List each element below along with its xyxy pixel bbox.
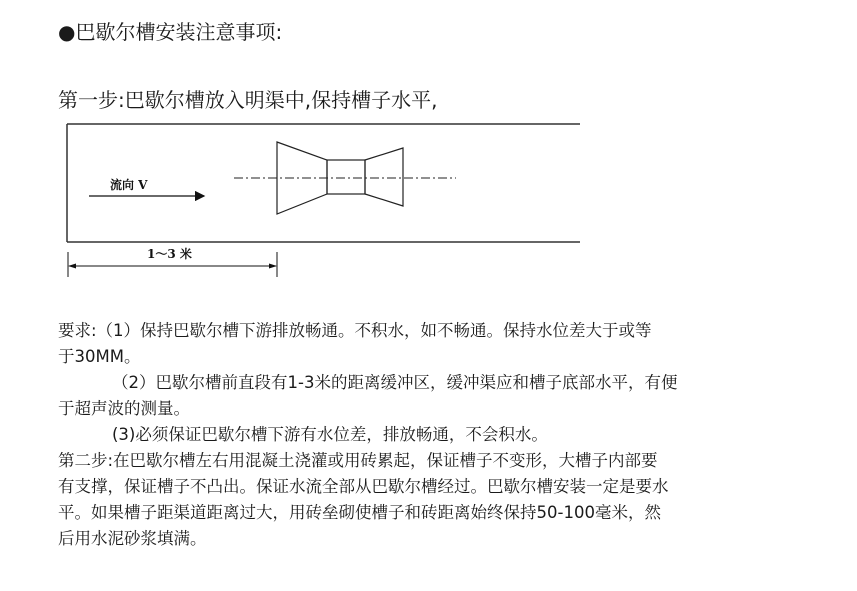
requirement-line: 于超声波的测量。 xyxy=(58,399,190,418)
step-two-line: 后用水泥砂浆填满。 xyxy=(58,529,207,548)
requirement-line: 要求:（1）保持巴歇尔槽下游排放畅通。不积水，如不畅通。保持水位差大于或等 xyxy=(58,321,652,340)
step-two-line: 有支撑，保证槽子不凸出。保证水流全部从巴歇尔槽经过。巴歇尔槽安装一定是要水 xyxy=(58,477,669,496)
distance-label: 1～3 米 xyxy=(147,247,192,261)
flow-direction-label: 流向 V xyxy=(110,178,148,192)
instructions-body xyxy=(58,318,818,552)
requirement-line: (3)必须保证巴歇尔槽下游有水位差，排放畅通，不会积水。 xyxy=(112,425,548,444)
requirement-line: 于30MM。 xyxy=(58,347,141,366)
step-two-line: 第二步:在巴歇尔槽左右用混凝土浇灌或用砖累起，保证槽子不变形，大槽子内部要 xyxy=(58,451,658,470)
requirement-line: （2）巴歇尔槽前直段有1-3米的距离缓冲区，缓冲渠应和槽子底部水平，有便 xyxy=(112,373,678,392)
step-one-title: 第一步:巴歇尔槽放入明渠中,保持槽子水平, xyxy=(58,88,438,112)
step-two-line: 平。如果槽子距渠道距离过大，用砖垒砌使槽子和砖距离始终保持50-100毫米，然 xyxy=(58,503,661,522)
page-heading: ●巴歇尔槽安装注意事项: xyxy=(58,20,283,44)
